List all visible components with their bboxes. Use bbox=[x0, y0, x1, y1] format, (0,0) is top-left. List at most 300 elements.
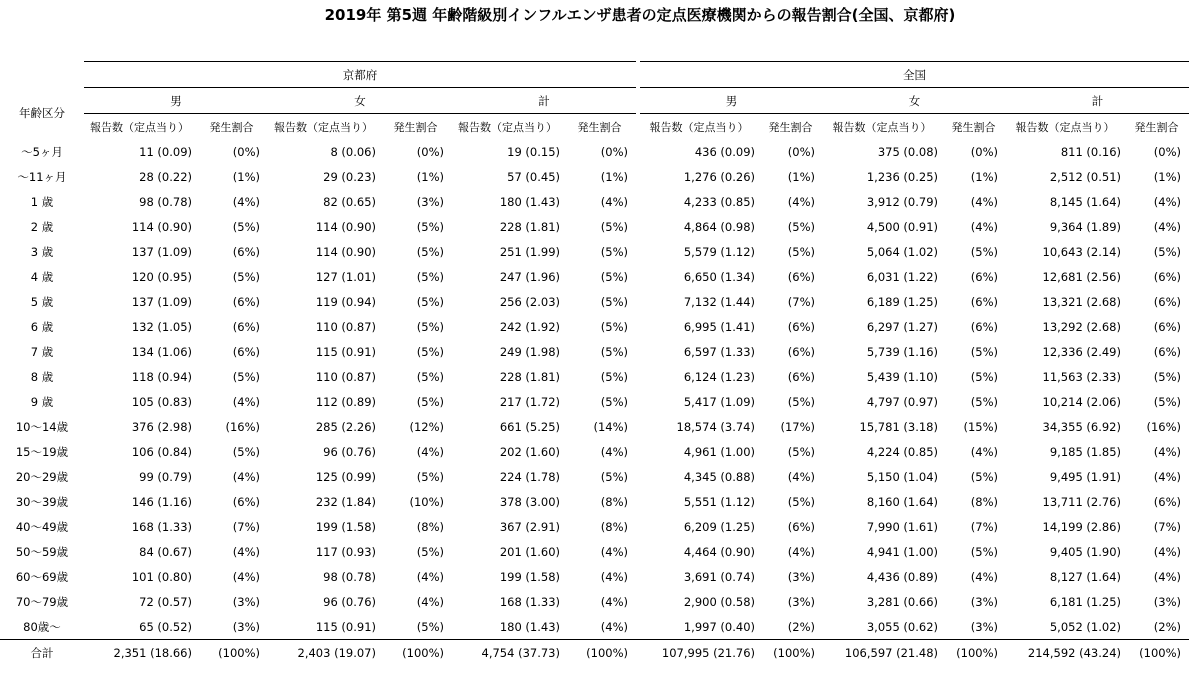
count-cell: 1,997 (0.40) bbox=[683, 619, 755, 634]
region-header-national: 全国 bbox=[640, 62, 1189, 88]
age-label: ～11ヶ月 bbox=[17, 169, 67, 184]
count-cell: 10,214 (2.06) bbox=[1042, 394, 1121, 409]
count-cell: 4,224 (0.85) bbox=[866, 444, 938, 459]
count-cell: 214,592 (43.24) bbox=[1006, 640, 1124, 666]
table-row bbox=[0, 614, 1189, 640]
count-cell: 112 (0.89) bbox=[315, 394, 376, 409]
ratio-cell: (100%) bbox=[941, 640, 1006, 666]
ratio-cell: (5%) bbox=[600, 469, 628, 484]
count-cell: 9,364 (1.89) bbox=[1049, 219, 1121, 234]
ratio-cell: (5%) bbox=[600, 294, 628, 309]
count-cell: 6,031 (1.22) bbox=[866, 269, 938, 284]
count-cell: 9,185 (1.85) bbox=[1049, 444, 1121, 459]
ratio-cell: (0%) bbox=[416, 144, 444, 159]
count-cell: 6,995 (1.41) bbox=[683, 319, 755, 334]
age-label: 80歳～ bbox=[23, 619, 61, 634]
sex-header-national-female: 女 bbox=[823, 88, 1006, 114]
count-cell: 375 (0.08) bbox=[877, 144, 938, 159]
count-cell: 96 (0.76) bbox=[323, 594, 376, 609]
count-cell: 811 (0.16) bbox=[1060, 144, 1121, 159]
count-cell: 6,297 (1.27) bbox=[866, 319, 938, 334]
count-cell: 146 (1.16) bbox=[131, 494, 192, 509]
table-row bbox=[0, 589, 1189, 614]
count-cell: 105 (0.83) bbox=[131, 394, 192, 409]
ratio-cell: (5%) bbox=[787, 244, 815, 259]
ratio-cell: (15%) bbox=[963, 419, 998, 434]
table-row bbox=[0, 164, 1189, 189]
ratio-cell: (3%) bbox=[232, 619, 260, 634]
ratio-cell: (8%) bbox=[970, 494, 998, 509]
ratio-cell: (5%) bbox=[416, 369, 444, 384]
count-cell: 242 (1.92) bbox=[499, 319, 560, 334]
ratio-cell: (5%) bbox=[232, 444, 260, 459]
count-column-header: 報告数（定点当り） bbox=[832, 120, 932, 134]
age-label: 8 歳 bbox=[30, 369, 54, 384]
table-row bbox=[0, 189, 1189, 214]
count-cell: 247 (1.96) bbox=[499, 269, 560, 284]
count-cell: 180 (1.43) bbox=[499, 194, 560, 209]
count-cell: 228 (1.81) bbox=[499, 219, 560, 234]
ratio-cell: (5%) bbox=[970, 244, 998, 259]
region-header-kyoto: 京都府 bbox=[84, 62, 636, 88]
ratio-cell: (3%) bbox=[1153, 594, 1181, 609]
count-cell: 14,199 (2.86) bbox=[1042, 519, 1121, 534]
count-cell: 110 (0.87) bbox=[315, 319, 376, 334]
ratio-cell: (5%) bbox=[416, 294, 444, 309]
age-label: 9 歳 bbox=[30, 394, 54, 409]
count-cell: 4,961 (1.00) bbox=[683, 444, 755, 459]
count-cell: 8,145 (1.64) bbox=[1049, 194, 1121, 209]
count-cell: 202 (1.60) bbox=[499, 444, 560, 459]
count-cell: 57 (0.45) bbox=[507, 169, 560, 184]
ratio-cell: (4%) bbox=[600, 544, 628, 559]
ratio-cell: (100%) bbox=[758, 640, 823, 666]
ratio-cell: (4%) bbox=[416, 569, 444, 584]
table-row bbox=[0, 314, 1189, 339]
ratio-cell: (100%) bbox=[195, 640, 268, 666]
count-cell: 12,681 (2.56) bbox=[1042, 269, 1121, 284]
ratio-cell: (5%) bbox=[1153, 244, 1181, 259]
ratio-cell: (1%) bbox=[1153, 169, 1181, 184]
table-row bbox=[0, 214, 1189, 239]
ratio-cell: (5%) bbox=[416, 319, 444, 334]
ratio-cell: (5%) bbox=[232, 269, 260, 284]
ratio-cell: (4%) bbox=[232, 544, 260, 559]
count-cell: 5,579 (1.12) bbox=[683, 244, 755, 259]
ratio-cell: (4%) bbox=[232, 394, 260, 409]
age-label: 50～59歳 bbox=[15, 544, 69, 559]
ratio-cell: (5%) bbox=[970, 544, 998, 559]
count-cell: 199 (1.58) bbox=[315, 519, 376, 534]
ratio-cell: (6%) bbox=[787, 269, 815, 284]
count-cell: 134 (1.06) bbox=[131, 344, 192, 359]
count-cell: 199 (1.58) bbox=[499, 569, 560, 584]
count-cell: 3,912 (0.79) bbox=[866, 194, 938, 209]
ratio-cell: (0%) bbox=[787, 144, 815, 159]
ratio-cell: (1%) bbox=[600, 169, 628, 184]
count-cell: 228 (1.81) bbox=[499, 369, 560, 384]
table-row bbox=[0, 514, 1189, 539]
ratio-cell: (5%) bbox=[416, 344, 444, 359]
count-cell: 98 (0.78) bbox=[139, 194, 192, 209]
table-row bbox=[0, 339, 1189, 364]
ratio-cell: (1%) bbox=[416, 169, 444, 184]
ratio-cell: (5%) bbox=[787, 394, 815, 409]
count-cell: 5,551 (1.12) bbox=[683, 494, 755, 509]
ratio-cell: (4%) bbox=[970, 569, 998, 584]
age-label: 合計 bbox=[0, 640, 84, 666]
ratio-column-header: 発生割合 bbox=[768, 120, 813, 134]
ratio-cell: (7%) bbox=[232, 519, 260, 534]
ratio-cell: (4%) bbox=[1153, 469, 1181, 484]
table-body bbox=[0, 62, 1189, 666]
ratio-cell: (4%) bbox=[1153, 444, 1181, 459]
sex-header-row bbox=[0, 88, 1189, 114]
age-label: 3 歳 bbox=[30, 244, 54, 259]
ratio-cell: (6%) bbox=[232, 294, 260, 309]
region-header-row bbox=[0, 62, 1189, 88]
count-cell: 1,276 (0.26) bbox=[683, 169, 755, 184]
table-row bbox=[0, 414, 1189, 439]
ratio-cell: (6%) bbox=[787, 319, 815, 334]
count-cell: 29 (0.23) bbox=[323, 169, 376, 184]
count-cell: 13,321 (2.68) bbox=[1042, 294, 1121, 309]
table-row bbox=[0, 264, 1189, 289]
count-cell: 115 (0.91) bbox=[315, 344, 376, 359]
ratio-cell: (5%) bbox=[600, 269, 628, 284]
count-cell: 7,132 (1.44) bbox=[683, 294, 755, 309]
table-row bbox=[0, 439, 1189, 464]
ratio-cell: (4%) bbox=[600, 594, 628, 609]
table-row bbox=[0, 464, 1189, 489]
ratio-cell: (4%) bbox=[416, 594, 444, 609]
count-cell: 114 (0.90) bbox=[315, 244, 376, 259]
ratio-cell: (7%) bbox=[787, 294, 815, 309]
ratio-cell: (4%) bbox=[1153, 569, 1181, 584]
ratio-cell: (5%) bbox=[1153, 394, 1181, 409]
count-cell: 8 (0.06) bbox=[330, 144, 376, 159]
count-cell: 376 (2.98) bbox=[131, 419, 192, 434]
count-cell: 15,781 (3.18) bbox=[859, 419, 938, 434]
ratio-cell: (5%) bbox=[970, 344, 998, 359]
ratio-cell: (4%) bbox=[970, 444, 998, 459]
count-cell: 120 (0.95) bbox=[131, 269, 192, 284]
ratio-cell: (3%) bbox=[416, 194, 444, 209]
count-cell: 65 (0.52) bbox=[139, 619, 192, 634]
count-cell: 6,189 (1.25) bbox=[866, 294, 938, 309]
table-row bbox=[0, 539, 1189, 564]
ratio-cell: (6%) bbox=[970, 269, 998, 284]
count-cell: 5,439 (1.10) bbox=[866, 369, 938, 384]
count-column-header: 報告数（定点当り） bbox=[458, 120, 557, 134]
count-cell: 11,563 (2.33) bbox=[1042, 369, 1121, 384]
table-row bbox=[0, 364, 1189, 389]
age-label: 7 歳 bbox=[30, 344, 54, 359]
ratio-cell: (16%) bbox=[1146, 419, 1181, 434]
age-label: 60～69歳 bbox=[15, 569, 69, 584]
ratio-cell: (1%) bbox=[970, 169, 998, 184]
ratio-cell: (0%) bbox=[1153, 144, 1181, 159]
ratio-cell: (7%) bbox=[970, 519, 998, 534]
ratio-cell: (5%) bbox=[416, 469, 444, 484]
count-column-header: 報告数（定点当り） bbox=[90, 120, 189, 134]
count-cell: 127 (1.01) bbox=[315, 269, 376, 284]
ratio-cell: (5%) bbox=[416, 394, 444, 409]
ratio-cell: (12%) bbox=[409, 419, 444, 434]
count-cell: 378 (3.00) bbox=[499, 494, 560, 509]
ratio-cell: (0%) bbox=[970, 144, 998, 159]
age-label: 30～39歳 bbox=[15, 494, 69, 509]
ratio-column-header: 発生割合 bbox=[951, 120, 996, 134]
count-cell: 13,711 (2.76) bbox=[1042, 494, 1121, 509]
ratio-cell: (4%) bbox=[232, 194, 260, 209]
count-cell: 98 (0.78) bbox=[323, 569, 376, 584]
count-cell: 367 (2.91) bbox=[499, 519, 560, 534]
count-cell: 110 (0.87) bbox=[315, 369, 376, 384]
count-cell: 6,209 (1.25) bbox=[683, 519, 755, 534]
count-column-header: 報告数（定点当り） bbox=[274, 120, 373, 134]
count-cell: 19 (0.15) bbox=[507, 144, 560, 159]
ratio-column-header: 発生割合 bbox=[393, 120, 438, 134]
age-label: 2 歳 bbox=[30, 219, 54, 234]
count-cell: 5,064 (1.02) bbox=[866, 244, 938, 259]
count-cell: 217 (1.72) bbox=[499, 394, 560, 409]
count-cell: 224 (1.78) bbox=[499, 469, 560, 484]
count-cell: 5,150 (1.04) bbox=[866, 469, 938, 484]
count-cell: 168 (1.33) bbox=[499, 594, 560, 609]
table-row bbox=[0, 289, 1189, 314]
ratio-cell: (5%) bbox=[787, 219, 815, 234]
count-cell: 11 (0.09) bbox=[139, 144, 192, 159]
count-cell: 251 (1.99) bbox=[499, 244, 560, 259]
page-title: 2019年 第5週 年齢階級別インフルエンザ患者の定点医療機関からの報告割合(全国、京都府) bbox=[324, 6, 956, 24]
count-cell: 115 (0.91) bbox=[315, 619, 376, 634]
count-cell: 34,355 (6.92) bbox=[1042, 419, 1121, 434]
ratio-cell: (5%) bbox=[416, 619, 444, 634]
ratio-cell: (5%) bbox=[787, 444, 815, 459]
count-cell: 661 (5.25) bbox=[499, 419, 560, 434]
count-cell: 99 (0.79) bbox=[139, 469, 192, 484]
ratio-cell: (8%) bbox=[600, 519, 628, 534]
count-cell: 4,500 (0.91) bbox=[866, 219, 938, 234]
ratio-column-header: 発生割合 bbox=[209, 120, 254, 134]
ratio-column-header: 発生割合 bbox=[577, 120, 622, 134]
count-cell: 2,512 (0.51) bbox=[1049, 169, 1121, 184]
ratio-cell: (3%) bbox=[787, 594, 815, 609]
ratio-cell: (100%) bbox=[563, 640, 636, 666]
ratio-cell: (8%) bbox=[416, 519, 444, 534]
count-cell: 107,995 (21.76) bbox=[640, 640, 758, 666]
ratio-cell: (100%) bbox=[379, 640, 452, 666]
ratio-cell: (14%) bbox=[593, 419, 628, 434]
ratio-cell: (5%) bbox=[232, 369, 260, 384]
ratio-cell: (4%) bbox=[600, 194, 628, 209]
ratio-cell: (5%) bbox=[600, 244, 628, 259]
count-cell: 256 (2.03) bbox=[499, 294, 560, 309]
ratio-cell: (6%) bbox=[970, 294, 998, 309]
ratio-cell: (2%) bbox=[1153, 619, 1181, 634]
count-cell: 6,181 (1.25) bbox=[1049, 594, 1121, 609]
ratio-cell: (4%) bbox=[600, 619, 628, 634]
sex-header-national-male: 男 bbox=[640, 88, 823, 114]
sex-header-national-total: 計 bbox=[1006, 88, 1189, 114]
ratio-cell: (5%) bbox=[600, 319, 628, 334]
ratio-cell: (4%) bbox=[787, 469, 815, 484]
count-cell: 18,574 (3.74) bbox=[676, 419, 755, 434]
count-cell: 249 (1.98) bbox=[499, 344, 560, 359]
count-cell: 28 (0.22) bbox=[139, 169, 192, 184]
ratio-cell: (5%) bbox=[787, 494, 815, 509]
count-cell: 10,643 (2.14) bbox=[1042, 244, 1121, 259]
age-label: 70～79歳 bbox=[15, 594, 69, 609]
count-cell: 3,055 (0.62) bbox=[866, 619, 938, 634]
count-cell: 119 (0.94) bbox=[315, 294, 376, 309]
count-cell: 137 (1.09) bbox=[131, 244, 192, 259]
table-row bbox=[0, 489, 1189, 514]
count-cell: 7,990 (1.61) bbox=[866, 519, 938, 534]
table-row bbox=[0, 139, 1189, 164]
count-cell: 118 (0.94) bbox=[131, 369, 192, 384]
count-cell: 132 (1.05) bbox=[131, 319, 192, 334]
count-cell: 4,436 (0.89) bbox=[866, 569, 938, 584]
table-row bbox=[0, 239, 1189, 264]
count-cell: 3,691 (0.74) bbox=[683, 569, 755, 584]
age-label: 5 歳 bbox=[30, 294, 54, 309]
count-cell: 3,281 (0.66) bbox=[866, 594, 938, 609]
age-label: 6 歳 bbox=[30, 319, 54, 334]
total-row bbox=[0, 640, 1189, 666]
count-cell: 8,127 (1.64) bbox=[1049, 569, 1121, 584]
table-row bbox=[0, 564, 1189, 589]
ratio-cell: (4%) bbox=[232, 469, 260, 484]
ratio-cell: (5%) bbox=[416, 269, 444, 284]
ratio-cell: (3%) bbox=[970, 594, 998, 609]
ratio-cell: (8%) bbox=[600, 494, 628, 509]
ratio-cell: (5%) bbox=[416, 544, 444, 559]
count-cell: 6,650 (1.34) bbox=[683, 269, 755, 284]
count-cell: 232 (1.84) bbox=[315, 494, 376, 509]
count-cell: 82 (0.65) bbox=[323, 194, 376, 209]
ratio-cell: (6%) bbox=[1153, 494, 1181, 509]
ratio-cell: (10%) bbox=[409, 494, 444, 509]
count-cell: 106,597 (21.48) bbox=[823, 640, 941, 666]
influenza-report-table bbox=[0, 61, 1189, 665]
ratio-cell: (1%) bbox=[232, 169, 260, 184]
count-cell: 4,754 (37.73) bbox=[452, 640, 563, 666]
ratio-cell: (6%) bbox=[1153, 319, 1181, 334]
count-cell: 4,233 (0.85) bbox=[683, 194, 755, 209]
ratio-cell: (6%) bbox=[970, 319, 998, 334]
count-cell: 2,900 (0.58) bbox=[683, 594, 755, 609]
ratio-cell: (16%) bbox=[225, 419, 260, 434]
ratio-cell: (5%) bbox=[1153, 369, 1181, 384]
ratio-cell: (5%) bbox=[416, 219, 444, 234]
ratio-cell: (5%) bbox=[970, 394, 998, 409]
count-cell: 114 (0.90) bbox=[131, 219, 192, 234]
age-label: 10～14歳 bbox=[15, 419, 69, 434]
ratio-column-header: 発生割合 bbox=[1134, 120, 1179, 134]
count-cell: 12,336 (2.49) bbox=[1042, 344, 1121, 359]
ratio-cell: (0%) bbox=[600, 144, 628, 159]
age-label: 40～49歳 bbox=[15, 519, 69, 534]
count-cell: 4,797 (0.97) bbox=[866, 394, 938, 409]
count-cell: 1,236 (0.25) bbox=[866, 169, 938, 184]
count-cell: 137 (1.09) bbox=[131, 294, 192, 309]
ratio-cell: (4%) bbox=[232, 569, 260, 584]
count-cell: 5,052 (1.02) bbox=[1049, 619, 1121, 634]
count-cell: 6,124 (1.23) bbox=[683, 369, 755, 384]
count-cell: 168 (1.33) bbox=[131, 519, 192, 534]
count-cell: 117 (0.93) bbox=[315, 544, 376, 559]
ratio-cell: (4%) bbox=[600, 444, 628, 459]
count-cell: 4,464 (0.90) bbox=[683, 544, 755, 559]
ratio-cell: (6%) bbox=[1153, 269, 1181, 284]
count-cell: 101 (0.80) bbox=[131, 569, 192, 584]
count-cell: 4,941 (1.00) bbox=[866, 544, 938, 559]
count-cell: 4,864 (0.98) bbox=[683, 219, 755, 234]
ratio-cell: (6%) bbox=[232, 494, 260, 509]
count-cell: 13,292 (2.68) bbox=[1042, 319, 1121, 334]
age-label: 1 歳 bbox=[30, 194, 54, 209]
count-cell: 4,345 (0.88) bbox=[683, 469, 755, 484]
age-label: 4 歳 bbox=[30, 269, 54, 284]
sex-header-kyoto-female: 女 bbox=[268, 88, 452, 114]
ratio-cell: (6%) bbox=[232, 319, 260, 334]
ratio-cell: (5%) bbox=[416, 244, 444, 259]
ratio-cell: (6%) bbox=[787, 369, 815, 384]
ratio-cell: (3%) bbox=[970, 619, 998, 634]
ratio-cell: (3%) bbox=[232, 594, 260, 609]
count-cell: 8,160 (1.64) bbox=[866, 494, 938, 509]
count-cell: 285 (2.26) bbox=[315, 419, 376, 434]
ratio-cell: (4%) bbox=[600, 569, 628, 584]
count-cell: 125 (0.99) bbox=[315, 469, 376, 484]
ratio-cell: (4%) bbox=[787, 544, 815, 559]
ratio-cell: (5%) bbox=[600, 219, 628, 234]
ratio-cell: (2%) bbox=[787, 619, 815, 634]
ratio-cell: (4%) bbox=[1153, 194, 1181, 209]
ratio-cell: (4%) bbox=[787, 194, 815, 209]
ratio-cell: (4%) bbox=[1153, 544, 1181, 559]
count-column-header: 報告数（定点当り） bbox=[649, 120, 749, 134]
count-cell: 9,495 (1.91) bbox=[1049, 469, 1121, 484]
ratio-cell: (1%) bbox=[787, 169, 815, 184]
ratio-cell: (3%) bbox=[787, 569, 815, 584]
ratio-cell: (4%) bbox=[416, 444, 444, 459]
sex-header-kyoto-male: 男 bbox=[84, 88, 268, 114]
ratio-cell: (5%) bbox=[600, 394, 628, 409]
ratio-cell: (4%) bbox=[970, 219, 998, 234]
ratio-cell: (4%) bbox=[1153, 219, 1181, 234]
ratio-cell: (4%) bbox=[970, 194, 998, 209]
ratio-cell: (17%) bbox=[780, 419, 815, 434]
count-cell: 5,417 (1.09) bbox=[683, 394, 755, 409]
ratio-cell: (5%) bbox=[600, 369, 628, 384]
count-column-header: 報告数（定点当り） bbox=[1015, 120, 1115, 134]
count-cell: 9,405 (1.90) bbox=[1049, 544, 1121, 559]
ratio-cell: (5%) bbox=[970, 469, 998, 484]
table-row bbox=[0, 389, 1189, 414]
count-cell: 96 (0.76) bbox=[323, 444, 376, 459]
ratio-cell: (6%) bbox=[232, 344, 260, 359]
ratio-cell: (7%) bbox=[1153, 519, 1181, 534]
count-cell: 2,351 (18.66) bbox=[84, 640, 195, 666]
count-cell: 436 (0.09) bbox=[694, 144, 755, 159]
age-label: ～5ヶ月 bbox=[21, 144, 63, 159]
count-cell: 5,739 (1.16) bbox=[866, 344, 938, 359]
count-cell: 6,597 (1.33) bbox=[683, 344, 755, 359]
ratio-cell: (6%) bbox=[787, 519, 815, 534]
